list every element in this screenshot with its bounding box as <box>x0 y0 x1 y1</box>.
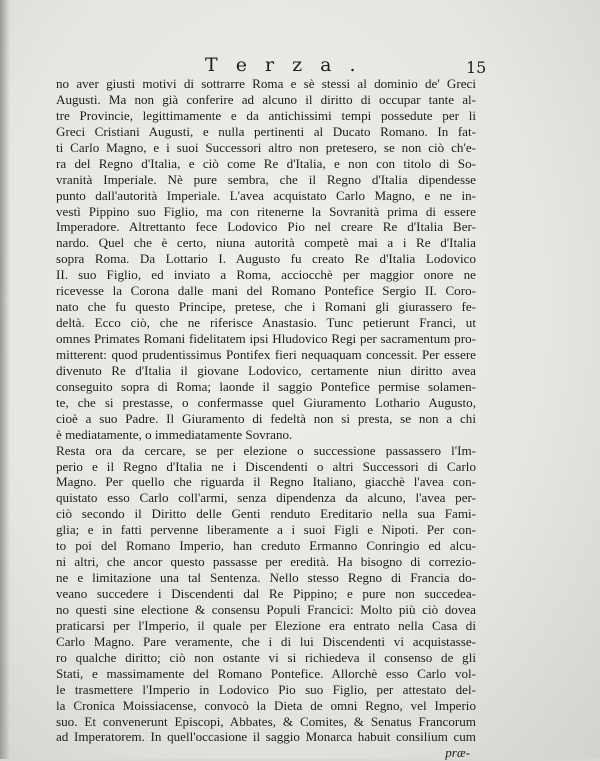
text-line: perio e il Regno d'Italia ne i Discendenti o altri Successori di Carlo <box>56 458 476 474</box>
text-line: ad Imperatorem. In quell'occasione il saggio Monarca habuit consilium cum <box>56 729 476 745</box>
text-line: Carlo Magno. Pare veramente, che i di lui Discendenti vi acquistasse- <box>56 633 476 649</box>
text-line: punto dall'autorità Imperiale. L'avea acquistato Carlo Magno, e ne in- <box>56 187 476 203</box>
text-line: è mediatamente, o immediatamente Sovrano. <box>56 426 293 442</box>
text-line: nardo. Quel che è certo, niuna autorità competè mai a i Re d'Italia <box>56 235 476 251</box>
text-line: le trasmettere l'Imperio in Lodovico Pio suo Figlio, per attestato del- <box>56 681 476 697</box>
text-line: ni altri, che ancor questo passasse per eredità. Ha bisogno di correzio- <box>56 554 476 570</box>
text-line: nato che fu questo Principe, pretese, che i Romani gli giurassero fe- <box>56 299 476 315</box>
text-line: vestì Pippino suo Figlio, ma con ritenerne la Sovranità prima di essere <box>56 203 476 219</box>
text-line: ricevesse la Corona dalle mani del Romano Pontefice Sergio II. Coro- <box>56 283 476 299</box>
text-line: deltà. Ecco ciò, che ne riferisce Anastasio. Tunc petierunt Franci, ut <box>56 315 476 331</box>
text-line: tre Provincie, legittimamente e da antichissimi tempi possedute per li <box>56 107 476 123</box>
text-line: Resta ora da cercare, se per elezione o successione passassero l'Im- <box>56 442 476 458</box>
catchword: præ- <box>445 745 470 761</box>
text-line: mitterent: quod prudentissimus Pontifex fieri nequaquam concessit. Per essere <box>56 346 476 362</box>
text-line: te, che si prestasse, o confermasse quel Giuramento Lothario Augusto, <box>56 394 476 410</box>
text-line: ra del Regno d'Italia, e ciò come Re d'Italia, e non con titolo di So- <box>56 155 476 171</box>
text-line: glia; e in fatti pervenne liberamente a i suoi Figli e Nipoti. Per con- <box>56 522 476 538</box>
text-line: cioè a suo Padre. Il Giuramento di fedeltà non si presta, se non a chi <box>56 410 476 426</box>
text-line: ti Carlo Magno, e i suoi Successori altro non pretesero, se non ciò ch'e- <box>56 139 476 155</box>
page-gutter-shadow <box>0 0 10 759</box>
text-line: Magno. Per quello che riguarda il Regno Italiano, giacchè l'avea con- <box>56 474 476 490</box>
text-line: praticarsi per l'Imperio, il quale per Elezione era entrato nella Casa di <box>56 617 476 633</box>
text-line: conseguito sopra di Roma; laonde il saggio Pontefice permise solamen- <box>56 378 476 394</box>
text-line: II. suo Figlio, ed inviato a Roma, acciocchè per maggior onore ne <box>56 267 476 283</box>
text-line: la Cronica Moissiacense, convocò la Dieta de omni Regno, vel Imperio <box>56 697 476 713</box>
text-line: Imperadore. Altrettanto fece Lodovico Pio nel creare Re d'Italia Ber- <box>56 219 476 235</box>
text-line: no aver giusti motivi di sottrarre Roma e sè stessi al dominio de' Greci <box>56 76 476 91</box>
text-line: sopra Roma. Da Lottario I. Augusto fu creato Re d'Italia Lodovico <box>56 251 476 267</box>
text-line: Greci Cristiani Augusti, e nulla pertinenti al Ducato Romano. In fat- <box>56 123 476 139</box>
text-line: vranità Imperiale. Nè pure sembra, che il Regno d'Italia dipendesse <box>56 171 476 187</box>
page-number: 15 <box>466 58 487 77</box>
text-line: ro qualche diritto; ciò non ostante vi si richiedeva il consenso de gli <box>56 649 476 665</box>
text-line: omnes Primates Romani fidelitatem ipsi Hludovico Regi per sacramentum pro- <box>56 331 476 346</box>
text-line: veano succedere i Discendenti dal Re Pippino; e pure non succedea- <box>56 586 476 601</box>
running-title: T e r z a . <box>205 54 362 76</box>
text-line: ciò secondo il Diritto delle Genti renduto Ereditario nella sua Fami- <box>56 506 476 522</box>
body-text <box>56 76 476 761</box>
text-line: divenuto Re d'Italia il giovane Lodovico, certamente niun diritto avea <box>56 362 476 378</box>
text-line: suo. Et convenerunt Episcopi, Abbates, & Comites, & Senatus Francorum <box>56 713 476 729</box>
text-line: Augusti. Ma non già conferire ad alcuno il diritto di occupar tante al- <box>56 91 476 107</box>
text-line: to poi del Romano Imperio, han creduto Ermanno Conringio ed alcu- <box>56 538 476 554</box>
text-line: no questi sine electione & consensu Populi Francici: Molto più ciò dovea <box>56 601 476 617</box>
text-line: quistato esso Carlo coll'armi, senza dipendenza da alcuno, l'avea per- <box>56 490 476 506</box>
text-line: ne e limitazione una tal Sentenza. Nello stesso Regno di Francia do- <box>56 570 476 586</box>
text-line: Stati, e massimamente del Romano Pontefice. Allorchè esso Carlo vol- <box>56 665 476 681</box>
